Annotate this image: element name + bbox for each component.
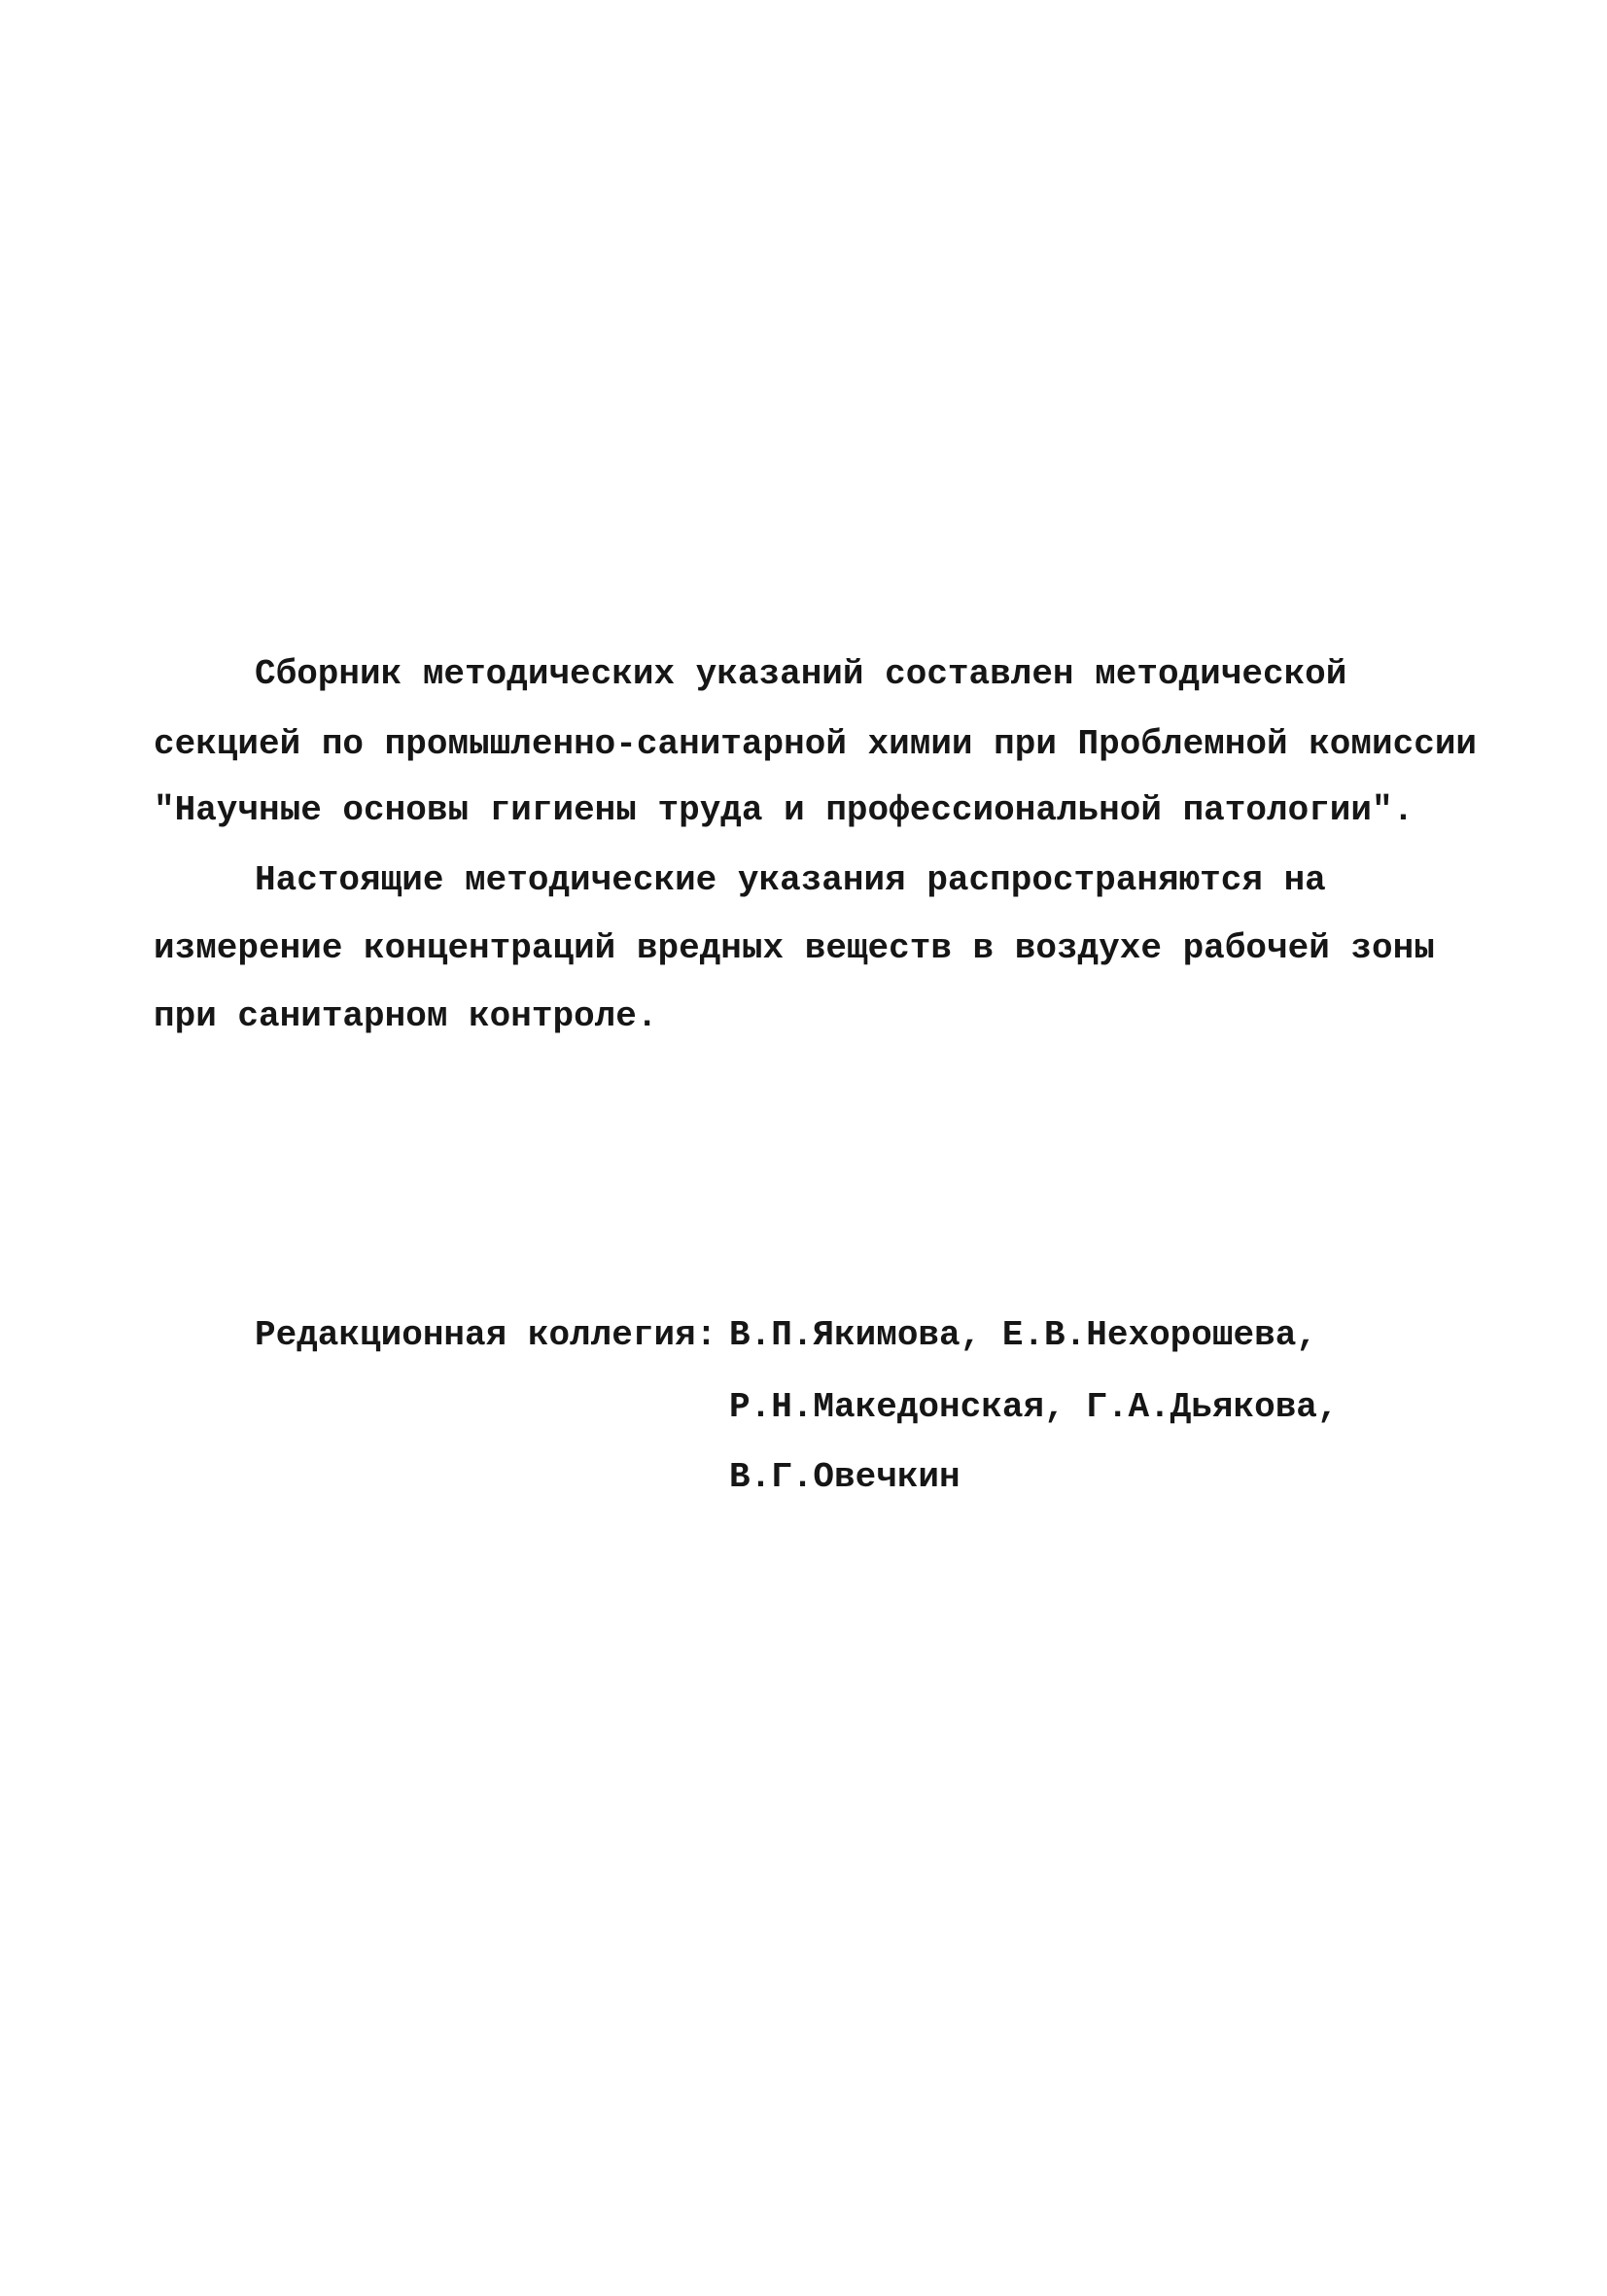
editorial-board-label: Редакционная коллегия:	[255, 1315, 717, 1355]
preface-paragraph-1-line-1: Сборник методических указаний составлен методической	[255, 654, 1347, 694]
preface-paragraph-1-line-3: "Научные основы гигиены труда и профессиональной патологии".	[154, 790, 1415, 830]
editorial-board-names-line-1: В.П.Якимова, Е.В.Нехорошева,	[729, 1315, 1317, 1355]
editorial-board-names-line-3: В.Г.Овечкин	[729, 1457, 961, 1497]
preface-paragraph-2-line-3: при санитарном контроле.	[154, 996, 658, 1036]
preface-paragraph-1-line-2: секцией по промышленно-санитарной химии при Проблемной комиссии	[154, 724, 1478, 764]
editorial-board-names-line-2: Р.Н.Македонская, Г.А.Дьякова,	[729, 1387, 1339, 1427]
preface-paragraph-2-line-1: Настоящие методические указания распространяются на	[255, 860, 1326, 900]
preface-paragraph-2-line-2: измерение концентраций вредных веществ в воздухе рабочей зоны	[154, 928, 1435, 968]
